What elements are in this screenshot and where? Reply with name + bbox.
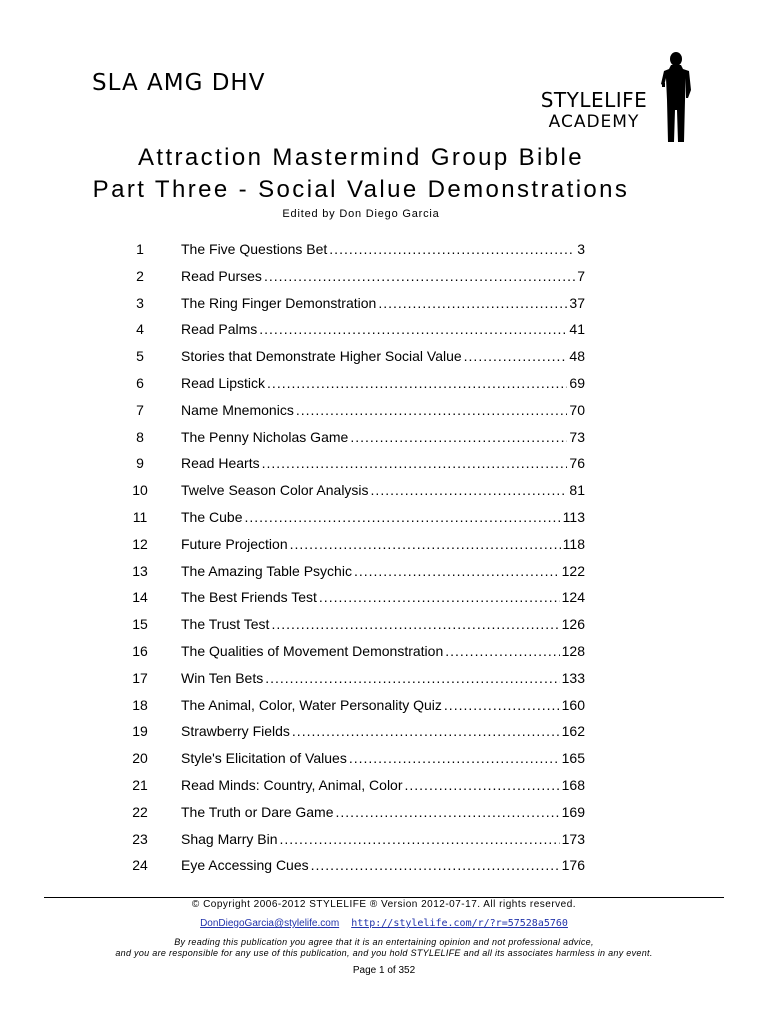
toc-page: 70	[569, 401, 585, 418]
toc-title: Shag Marry Bin	[181, 830, 278, 847]
toc-leader	[244, 504, 560, 531]
toc-number: 11	[132, 508, 148, 525]
logo-line-academy: ACADEMY	[548, 112, 640, 132]
disclaimer-line-2: and you are responsible for any use of this publication, and you hold STYLELIFE and all its associates harmless in any event.	[115, 948, 653, 958]
toc-title: The Trust Test	[181, 616, 270, 633]
page-number: Page 1 of 352	[352, 965, 416, 976]
toc-leader	[336, 799, 560, 826]
toc-leader	[259, 316, 567, 343]
toc-page: 168	[561, 776, 585, 793]
toc-title: Name Mnemonics	[181, 401, 294, 418]
toc-leader	[290, 531, 561, 558]
silhouette-figure-logo	[658, 50, 694, 144]
toc-leader	[464, 343, 568, 370]
toc-leader	[271, 611, 559, 638]
toc-title: Read Minds: Country, Animal, Color	[181, 776, 403, 793]
toc-leader	[264, 263, 575, 290]
document-title: Attraction Mastermind Group Bible	[137, 144, 585, 171]
toc-number: 2	[136, 267, 144, 284]
toc-leader	[265, 665, 559, 692]
toc-title: Read Palms	[181, 321, 258, 338]
toc-title: Stories that Demonstrate Higher Social Value	[181, 348, 462, 365]
toc-title: The Qualities of Movement Demonstration	[181, 642, 444, 659]
toc-page: 128	[561, 642, 585, 659]
disclaimer	[0, 937, 768, 959]
toc-row[interactable]	[0, 450, 768, 477]
toc-number: 9	[136, 455, 144, 472]
toc-leader	[311, 852, 560, 879]
toc-number: 22	[132, 803, 148, 820]
toc-number: 10	[132, 482, 148, 499]
toc-page: 3	[577, 241, 585, 257]
toc-number: 6	[136, 374, 144, 391]
toc-number: 20	[132, 750, 148, 767]
toc-leader	[445, 638, 559, 665]
toc-row[interactable]	[0, 611, 768, 638]
toc-title: The Amazing Table Psychic	[181, 562, 352, 579]
toc-title: Future Projection	[181, 535, 288, 552]
toc-row[interactable]	[0, 290, 768, 317]
toc-row[interactable]	[0, 799, 768, 826]
toc-leader	[296, 397, 568, 424]
toc-title: Eye Accessing Cues	[181, 857, 309, 874]
toc-number: 3	[136, 294, 144, 311]
toc-number: 4	[136, 321, 144, 338]
toc-title: Win Ten Bets	[181, 669, 264, 686]
toc-leader	[279, 826, 559, 853]
footer-links	[0, 918, 768, 929]
toc-leader	[349, 745, 560, 772]
toc-number: 19	[132, 723, 148, 740]
toc-number: 5	[136, 348, 144, 365]
toc-leader	[378, 290, 567, 317]
toc-number: 14	[132, 589, 148, 606]
stylelife-academy-logo	[532, 88, 656, 132]
toc-page: 124	[561, 589, 585, 606]
toc-title: The Truth or Dare Game	[181, 803, 334, 820]
toc-title: The Animal, Color, Water Personality Quiz	[181, 696, 442, 713]
toc-number: 15	[132, 616, 148, 633]
logo-line-stylelife: STYLELIFE	[540, 88, 648, 112]
toc-page: 113	[562, 508, 585, 525]
toc-title: Strawberry Fields	[181, 723, 290, 740]
toc-leader	[262, 450, 568, 477]
toc-number: 24	[132, 857, 148, 874]
toc-row[interactable]	[0, 558, 768, 585]
toc-page: 73	[569, 428, 585, 445]
brand-tag: SLA AMG DHV	[92, 70, 266, 96]
toc-number: 16	[132, 642, 148, 659]
stylelife-url-link[interactable]: http://stylelife.com/r/?r=57528a5760	[351, 918, 568, 929]
toc-number: 1	[136, 241, 144, 257]
footer-divider	[44, 897, 724, 898]
toc-title: The Cube	[181, 508, 243, 525]
toc-page: 69	[569, 374, 585, 391]
toc-page: 7	[577, 267, 585, 284]
toc-page: 122	[561, 562, 585, 579]
title-block	[0, 142, 722, 220]
toc-row[interactable]	[0, 638, 768, 665]
toc-title: The Five Questions Bet	[181, 241, 328, 257]
toc-row[interactable]	[0, 692, 768, 719]
toc-row[interactable]	[0, 424, 768, 451]
toc-leader	[329, 236, 575, 263]
toc-page: 162	[561, 723, 585, 740]
toc-leader	[444, 692, 560, 719]
toc-title: The Ring Finger Demonstration	[181, 294, 377, 311]
toc-leader	[350, 424, 567, 451]
toc-row[interactable]	[0, 826, 768, 853]
toc-number: 7	[136, 401, 144, 418]
toc-page: 37	[569, 294, 585, 311]
toc-page: 76	[569, 455, 585, 472]
toc-title: Read Hearts	[181, 455, 260, 472]
toc-row[interactable]	[0, 772, 768, 799]
toc-number: 17	[132, 669, 148, 686]
toc-row[interactable]	[0, 745, 768, 772]
toc-row[interactable]	[0, 477, 768, 504]
toc-page: 133	[561, 669, 585, 686]
toc-number: 23	[132, 830, 148, 847]
toc-title: The Penny Nicholas Game	[181, 428, 349, 445]
email-link[interactable]: DonDiegoGarcia@stylelife.com	[200, 918, 340, 929]
toc-page: 169	[561, 803, 585, 820]
toc-row[interactable]	[0, 263, 768, 290]
toc-number: 8	[136, 428, 144, 445]
toc-row[interactable]	[0, 504, 768, 531]
toc-page: 165	[561, 750, 585, 767]
toc-page: 176	[561, 857, 585, 874]
toc-leader	[319, 584, 560, 611]
toc-number: 13	[132, 562, 148, 579]
copyright-notice: © Copyright 2006-2012 STYLELIFE ® Version 2012-07-17. All rights reserved.	[191, 899, 577, 910]
toc-title: Twelve Season Color Analysis	[181, 482, 369, 499]
toc-row[interactable]	[0, 584, 768, 611]
toc-number: 12	[132, 535, 148, 552]
toc-row[interactable]	[0, 718, 768, 745]
toc-row[interactable]	[0, 236, 768, 263]
toc-leader	[405, 772, 560, 799]
toc-page: 160	[561, 696, 585, 713]
toc-leader	[267, 370, 567, 397]
toc-page: 126	[561, 616, 585, 633]
toc-row[interactable]	[0, 531, 768, 558]
toc-number: 21	[132, 776, 148, 793]
toc-row[interactable]	[0, 343, 768, 370]
toc-title: Read Lipstick	[181, 374, 266, 391]
document-subtitle: Part Three - Social Value Demonstrations	[92, 176, 630, 203]
toc-leader	[292, 718, 560, 745]
toc-row[interactable]	[0, 665, 768, 692]
toc-page: 48	[569, 348, 585, 365]
editor-credit: Edited by Don Diego Garcia	[282, 208, 440, 220]
toc-row[interactable]	[0, 397, 768, 424]
toc-row[interactable]	[0, 370, 768, 397]
toc-row[interactable]	[0, 316, 768, 343]
toc-page: 173	[561, 830, 585, 847]
toc-title: Style's Elicitation of Values	[181, 750, 347, 767]
toc-title: The Best Friends Test	[181, 589, 317, 606]
toc-page: 118	[562, 535, 585, 552]
toc-title: Read Purses	[181, 267, 262, 284]
disclaimer-line-1: By reading this publication you agree that it is an entertaining opinion and not professional advice,	[174, 937, 594, 947]
toc-leader	[371, 477, 568, 504]
toc-number: 18	[132, 696, 148, 713]
toc-page: 81	[569, 482, 585, 499]
toc-page: 41	[569, 321, 585, 338]
toc-row[interactable]	[0, 852, 768, 879]
table-of-contents	[0, 236, 768, 879]
toc-leader	[354, 558, 560, 585]
